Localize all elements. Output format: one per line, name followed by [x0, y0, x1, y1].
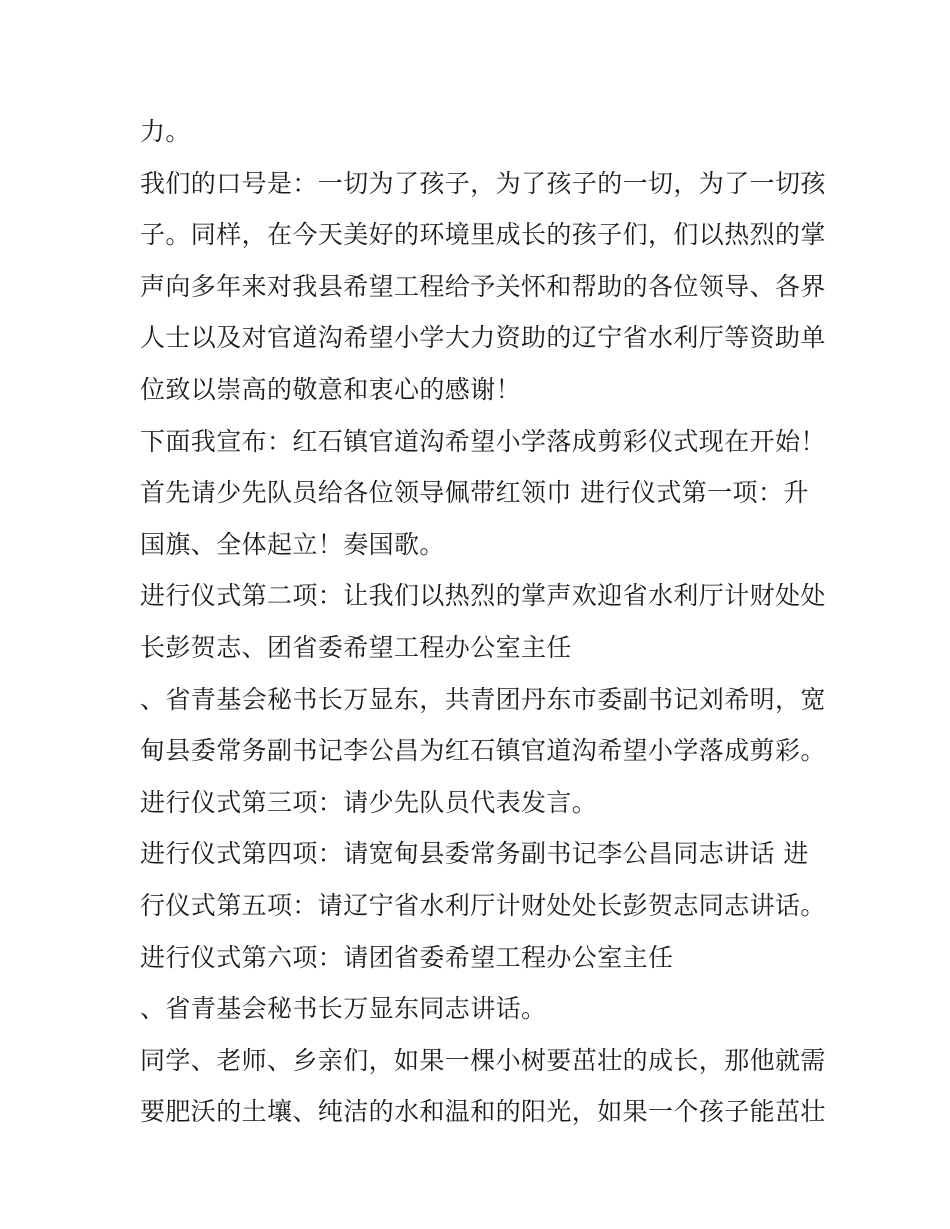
text-line: 国旗、全体起立！奏国歌。: [140, 529, 445, 559]
text-line: 力。: [140, 117, 191, 146]
text-line: 我们的口号是：一切为了孩子，为了孩子的一切，为了一切孩: [140, 168, 826, 198]
text-line: 首先请少先队员给各位领导佩带红领巾 进行仪式第一项：升: [140, 478, 809, 508]
text-line: 甸县委常务副书记李公昌为红石镇官道沟希望小学落成剪彩。: [140, 736, 826, 766]
text-line: 长彭贺志、团省委希望工程办公室主任: [140, 632, 572, 662]
text-line: 进行仪式第四项：请宽甸县委常务副书记李公昌同志讲话 进: [140, 839, 809, 869]
text-line: 进行仪式第六项：请团省委希望工程办公室主任: [140, 942, 674, 972]
text-line: 进行仪式第三项：请少先队员代表发言。: [140, 787, 598, 817]
text-line: 同学、老师、乡亲们，如果一棵小树要茁壮的成长，那他就需: [140, 1045, 826, 1075]
document-body: [140, 106, 830, 1138]
text-line: 行仪式第五项：请辽宁省水利厅计财处处长彭贺志同志讲话。: [140, 890, 826, 920]
text-line: 声向多年来对我县希望工程给予关怀和帮助的各位领导、各界: [140, 271, 826, 301]
text-line: 进行仪式第二项：让我们以热烈的掌声欢迎省水利厅计财处处: [140, 581, 826, 611]
text-line: 位致以崇高的敬意和衷心的感谢！: [140, 374, 522, 404]
text-line: 、省青基会秘书长万显东，共青团丹东市委副书记刘希明，宽: [140, 684, 826, 714]
text-line: 下面我宣布：红石镇官道沟希望小学落成剪彩仪式现在开始！: [140, 426, 826, 456]
text-line: 人士以及对官道沟希望小学大力资助的辽宁省水利厅等资助单: [140, 323, 826, 353]
text-line: 、省青基会秘书长万显东同志讲话。: [140, 994, 547, 1024]
text-line: 子。同样，在今天美好的环境里成长的孩子们，们以热烈的掌: [140, 220, 826, 250]
text-line: 要肥沃的土壤、纯洁的水和温和的阳光，如果一个孩子能茁壮: [140, 1097, 826, 1127]
